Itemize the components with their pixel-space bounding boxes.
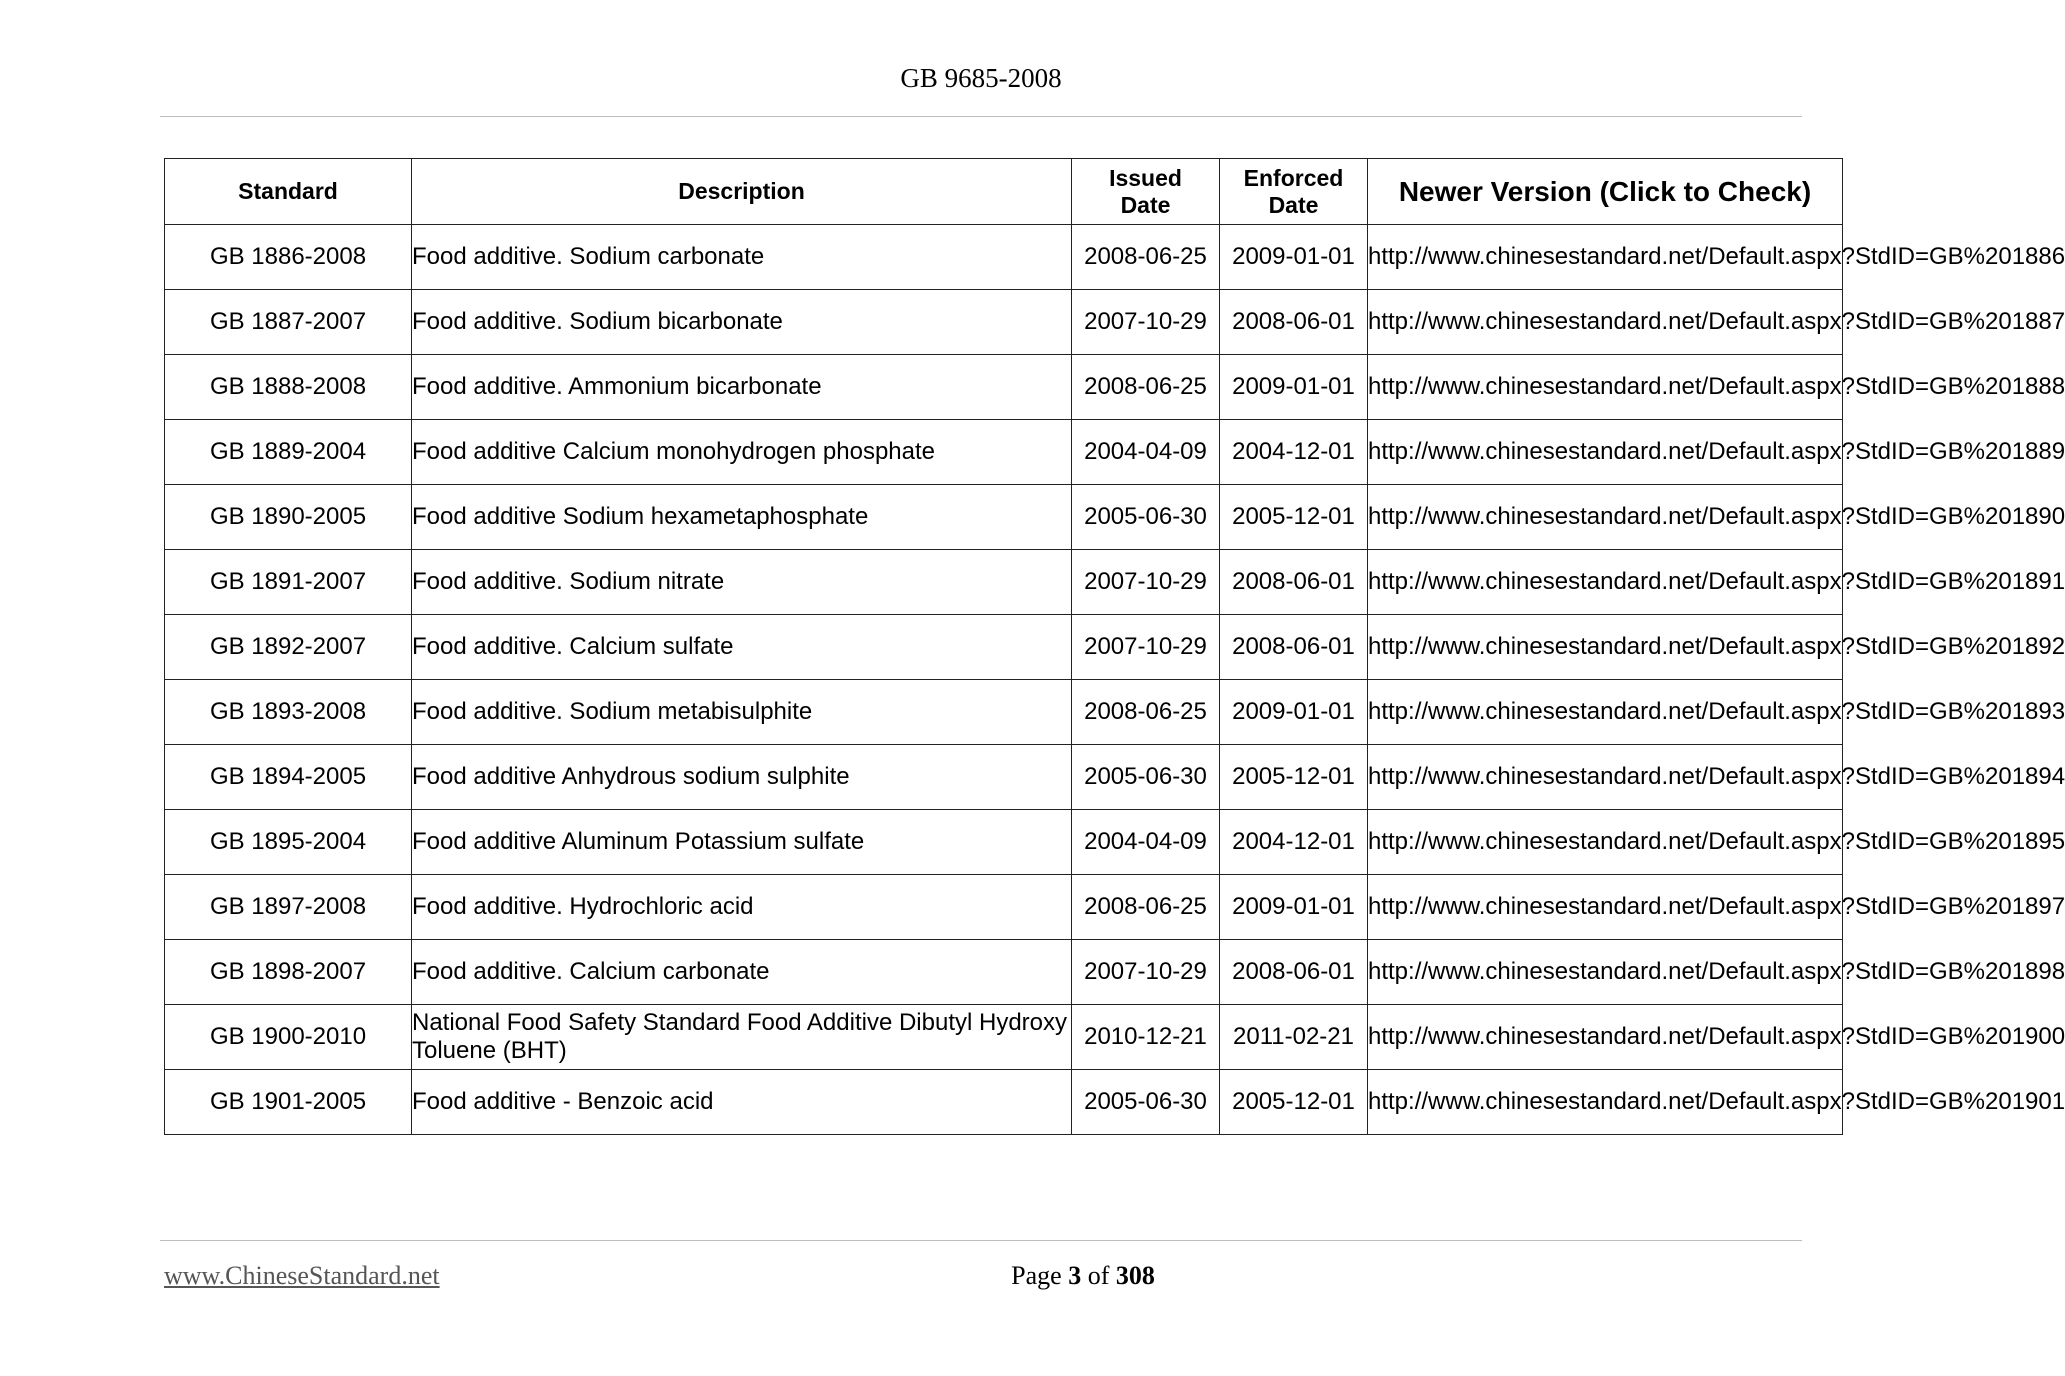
table-header-row	[165, 159, 1843, 225]
cell-enforced-date: 2004-12-01	[1220, 810, 1368, 875]
cell-issued-date: 2004-04-09	[1072, 420, 1220, 485]
cell-issued-date: 2008-06-25	[1072, 355, 1220, 420]
cell-newer-version-link[interactable]: http://www.chinesestandard.net/Default.aspx?StdID=GB%201893	[1368, 680, 1843, 745]
cell-issued-date: 2005-06-30	[1072, 485, 1220, 550]
header-divider	[160, 116, 1802, 117]
page-of: of	[1087, 1261, 1110, 1290]
cell-description: Food additive. Ammonium bicarbonate	[412, 355, 1072, 420]
cell-enforced-date: 2008-06-01	[1220, 615, 1368, 680]
cell-description: Food additive Sodium hexametaphosphate	[412, 485, 1072, 550]
cell-newer-version-link[interactable]: http://www.chinesestandard.net/Default.aspx?StdID=GB%201901	[1368, 1070, 1843, 1135]
cell-standard: GB 1897-2008	[165, 875, 412, 940]
table-row	[165, 875, 1843, 940]
cell-newer-version-link[interactable]: http://www.chinesestandard.net/Default.aspx?StdID=GB%201891	[1368, 550, 1843, 615]
table-row	[165, 680, 1843, 745]
cell-enforced-date: 2004-12-01	[1220, 420, 1368, 485]
table-row	[165, 745, 1843, 810]
table-row	[165, 355, 1843, 420]
cell-newer-version-link[interactable]: http://www.chinesestandard.net/Default.aspx?StdID=GB%201886	[1368, 225, 1843, 290]
cell-newer-version-link[interactable]: http://www.chinesestandard.net/Default.aspx?StdID=GB%201898	[1368, 940, 1843, 1005]
cell-newer-version-link[interactable]: http://www.chinesestandard.net/Default.aspx?StdID=GB%201890	[1368, 485, 1843, 550]
cell-issued-date: 2005-06-30	[1072, 745, 1220, 810]
standards-table	[164, 158, 2065, 1135]
column-header-newer-version: Newer Version (Click to Check)	[1368, 159, 1843, 225]
table-row	[165, 810, 1843, 875]
cell-description: Food additive. Hydrochloric acid	[412, 875, 1072, 940]
cell-newer-version-link[interactable]: http://www.chinesestandard.net/Default.aspx?StdID=GB%201887	[1368, 290, 1843, 355]
table-row	[165, 615, 1843, 680]
cell-description: Food additive. Calcium carbonate	[412, 940, 1072, 1005]
column-header-enforced-date	[1220, 159, 1368, 225]
cell-standard: GB 1893-2008	[165, 680, 412, 745]
cell-description: Food additive Calcium monohydrogen phosphate	[412, 420, 1072, 485]
cell-issued-date: 2007-10-29	[1072, 615, 1220, 680]
table-row	[165, 550, 1843, 615]
cell-standard: GB 1892-2007	[165, 615, 412, 680]
cell-standard: GB 1901-2005	[165, 1070, 412, 1135]
cell-newer-version-link[interactable]: http://www.chinesestandard.net/Default.aspx?StdID=GB%201888	[1368, 355, 1843, 420]
cell-description: Food additive Anhydrous sodium sulphite	[412, 745, 1072, 810]
cell-enforced-date: 2008-06-01	[1220, 940, 1368, 1005]
table-body	[165, 225, 2065, 1135]
cell-newer-version-link[interactable]: http://www.chinesestandard.net/Default.aspx?StdID=GB%201894	[1368, 745, 1843, 810]
cell-standard: GB 1888-2008	[165, 355, 412, 420]
cell-enforced-date: 2008-06-01	[1220, 550, 1368, 615]
column-header-standard: Standard	[165, 159, 412, 225]
cell-standard: GB 1898-2007	[165, 940, 412, 1005]
cell-newer-version-link[interactable]: http://www.chinesestandard.net/Default.aspx?StdID=GB%201889	[1368, 420, 1843, 485]
page-number	[900, 1261, 1266, 1291]
cell-enforced-date: 2005-12-01	[1220, 485, 1368, 550]
issued-header-line1: Issued	[1109, 164, 1182, 191]
enforced-header-line2: Date	[1268, 191, 1319, 218]
cell-standard: GB 1889-2004	[165, 420, 412, 485]
cell-newer-version-link[interactable]: http://www.chinesestandard.net/Default.aspx?StdID=GB%201897	[1368, 875, 1843, 940]
cell-newer-version-link[interactable]: http://www.chinesestandard.net/Default.aspx?StdID=GB%201895	[1368, 810, 1843, 875]
cell-enforced-date: 2009-01-01	[1220, 355, 1368, 420]
cell-issued-date: 2007-10-29	[1072, 290, 1220, 355]
cell-enforced-date: 2005-12-01	[1220, 745, 1368, 810]
cell-standard: GB 1894-2005	[165, 745, 412, 810]
enforced-header-line1: Enforced	[1243, 164, 1344, 191]
cell-issued-date: 2008-06-25	[1072, 875, 1220, 940]
cell-description: Food additive - Benzoic acid	[412, 1070, 1072, 1135]
cell-enforced-date: 2009-01-01	[1220, 225, 1368, 290]
footer-divider	[160, 1240, 1802, 1241]
cell-description: Food additive Aluminum Potassium sulfate	[412, 810, 1072, 875]
column-header-description: Description	[412, 159, 1072, 225]
page-total: 308	[1115, 1261, 1155, 1290]
page-prefix: Page	[1011, 1261, 1062, 1290]
cell-description: Food additive. Sodium metabisulphite	[412, 680, 1072, 745]
cell-issued-date: 2005-06-30	[1072, 1070, 1220, 1135]
cell-newer-version-link[interactable]: http://www.chinesestandard.net/Default.aspx?StdID=GB%201900	[1368, 1005, 1843, 1070]
table-row	[165, 485, 1843, 550]
cell-description: National Food Safety Standard Food Additive Dibutyl Hydroxy Toluene (BHT)	[412, 1005, 1072, 1070]
cell-enforced-date: 2011-02-21	[1220, 1005, 1368, 1070]
cell-issued-date: 2007-10-29	[1072, 550, 1220, 615]
cell-issued-date: 2008-06-25	[1072, 680, 1220, 745]
issued-header-line2: Date	[1120, 191, 1171, 218]
page-header-doc-id: GB 9685-2008	[900, 63, 1062, 93]
cell-issued-date: 2007-10-29	[1072, 940, 1220, 1005]
cell-issued-date: 2008-06-25	[1072, 225, 1220, 290]
footer-site-link[interactable]: www.ChineseStandard.net	[164, 1261, 440, 1290]
column-header-issued-date	[1072, 159, 1220, 225]
table-row	[165, 225, 1843, 290]
table-row	[165, 290, 1843, 355]
cell-issued-date: 2004-04-09	[1072, 810, 1220, 875]
table-row	[165, 940, 1843, 1005]
table-row	[165, 420, 1843, 485]
cell-standard: GB 1887-2007	[165, 290, 412, 355]
cell-enforced-date: 2008-06-01	[1220, 290, 1368, 355]
cell-standard: GB 1890-2005	[165, 485, 412, 550]
page-current: 3	[1068, 1261, 1082, 1290]
cell-enforced-date: 2009-01-01	[1220, 680, 1368, 745]
table-row	[165, 1070, 1843, 1135]
table-row	[165, 1005, 1843, 1070]
cell-newer-version-link[interactable]: http://www.chinesestandard.net/Default.aspx?StdID=GB%201892	[1368, 615, 1843, 680]
cell-description: Food additive. Calcium sulfate	[412, 615, 1072, 680]
cell-description: Food additive. Sodium nitrate	[412, 550, 1072, 615]
cell-standard: GB 1886-2008	[165, 225, 412, 290]
cell-description: Food additive. Sodium carbonate	[412, 225, 1072, 290]
cell-standard: GB 1900-2010	[165, 1005, 412, 1070]
cell-enforced-date: 2009-01-01	[1220, 875, 1368, 940]
cell-standard: GB 1891-2007	[165, 550, 412, 615]
cell-standard: GB 1895-2004	[165, 810, 412, 875]
cell-description: Food additive. Sodium bicarbonate	[412, 290, 1072, 355]
cell-enforced-date: 2005-12-01	[1220, 1070, 1368, 1135]
cell-issued-date: 2010-12-21	[1072, 1005, 1220, 1070]
